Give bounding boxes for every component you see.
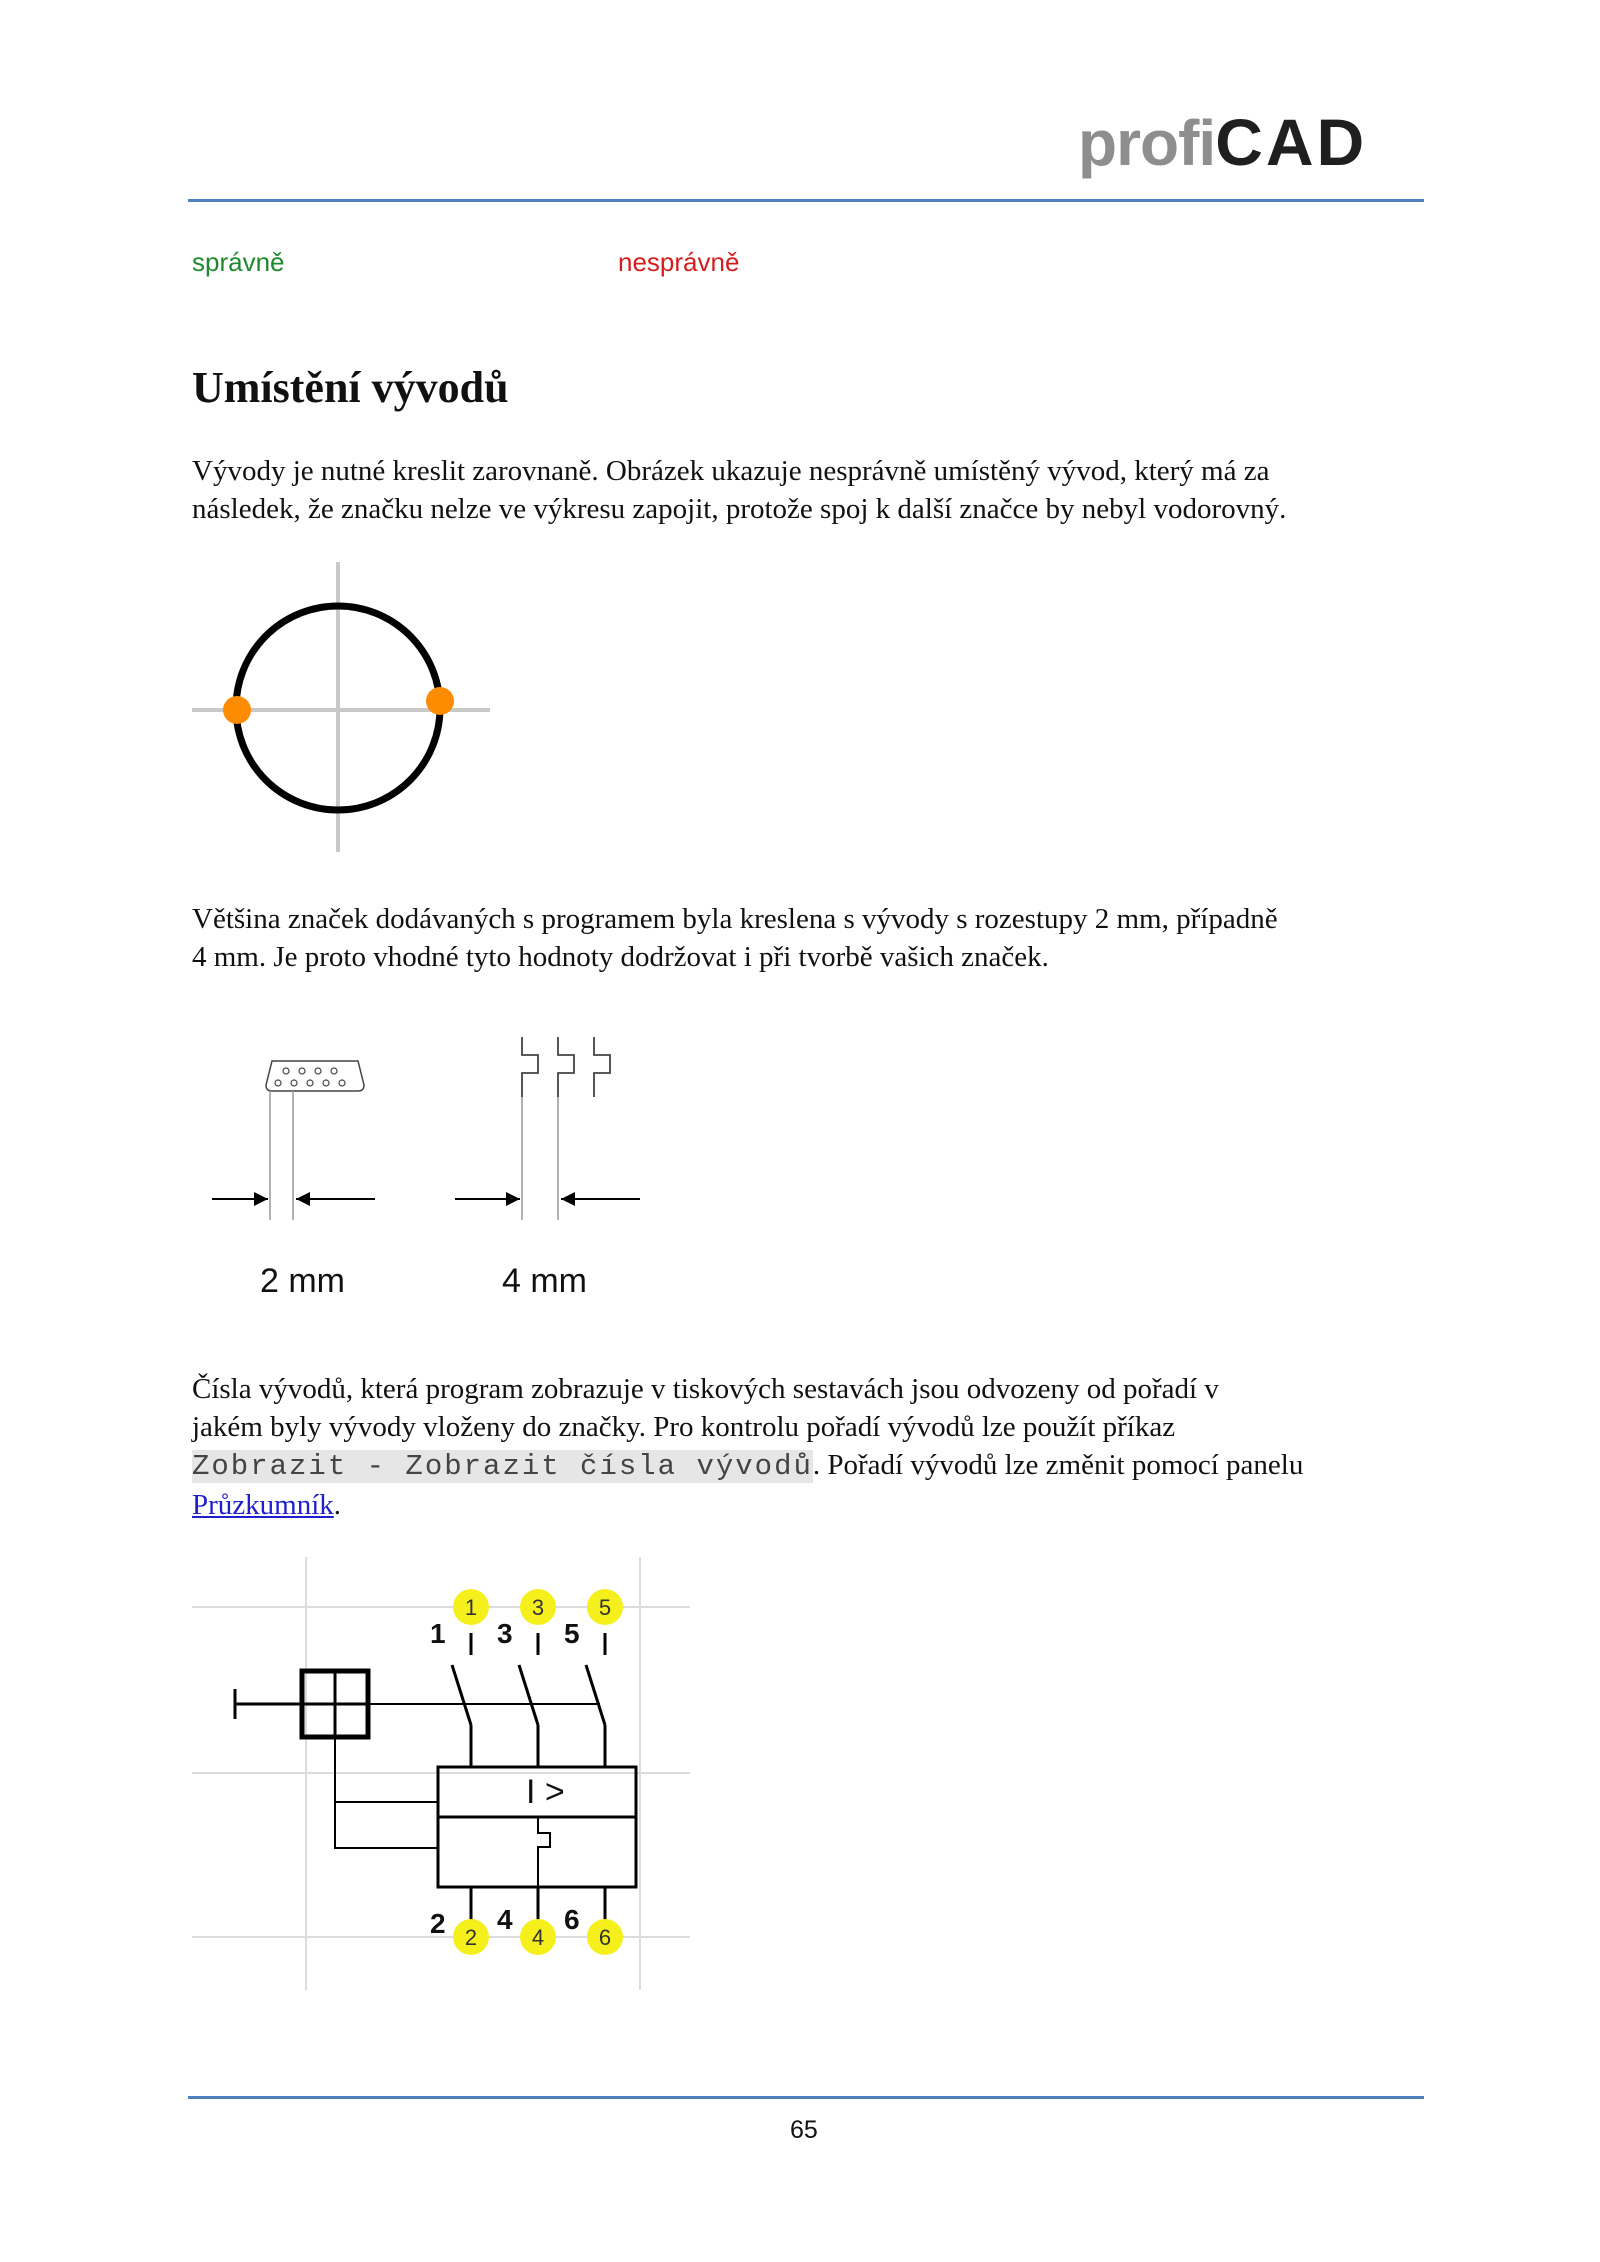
pin-spacing-figure xyxy=(200,1025,660,1305)
page-number: 65 xyxy=(790,2116,818,2144)
header-rule xyxy=(188,199,1424,202)
pin-order-number: 2 xyxy=(464,1925,478,1950)
menu-command: Zobrazit - Zobrazit čísla vývodů xyxy=(192,1450,813,1483)
main-contacts xyxy=(452,1633,605,1767)
paragraph-line: 4 mm. Je proto vhodné tyto hodnoty dodržovat i při tvorbě vašich značek. xyxy=(192,941,1049,973)
logo-main: CAD xyxy=(1215,105,1368,179)
pin-order-number: 5 xyxy=(598,1595,612,1620)
section-title: Umístění vývodů xyxy=(192,363,509,412)
proficad-logo xyxy=(1078,104,1367,180)
overcurrent-symbol: I > xyxy=(526,1773,565,1811)
switch-contacts-icon xyxy=(522,1037,610,1220)
pin-order-number: 6 xyxy=(598,1925,612,1950)
paragraph-line xyxy=(192,1446,1428,1486)
pin-label: 1 xyxy=(430,1618,446,1649)
paragraph-line: Většina značek dodávaných s programem byla kreslena s vývody s rozestupy 2 mm, případně xyxy=(192,903,1278,935)
dsub-connector-icon xyxy=(266,1061,364,1220)
correct-pin xyxy=(223,696,251,724)
release-link xyxy=(335,1737,438,1848)
misaligned-pin-figure xyxy=(190,560,500,860)
footer-rule xyxy=(188,2096,1424,2099)
pin-label: 5 xyxy=(564,1618,580,1649)
paragraph-line: Vývody je nutné kreslit zarovnaně. Obrázek ukazuje nesprávně umístěný vývod, který má za xyxy=(192,455,1270,487)
misaligned-pin xyxy=(426,687,454,715)
pin-label: 2 xyxy=(430,1908,446,1939)
pin-label: 6 xyxy=(564,1904,580,1935)
paragraph-line: následek, že značku nelze ve výkresu zapojit, protože spoj k další značce by nebyl vodorovný. xyxy=(192,493,1287,525)
paragraph-line xyxy=(192,1486,1428,1524)
release-latch xyxy=(538,1817,550,1887)
paragraph-text: . Pořadí vývodů lze změnit pomocí panelu xyxy=(812,1449,1304,1481)
paragraph-spacing xyxy=(192,900,1428,976)
logo-prefix: profi xyxy=(1078,107,1216,179)
paragraph-text: . xyxy=(333,1489,342,1521)
pin-order-number: 1 xyxy=(464,1595,478,1620)
paragraph-alignment xyxy=(192,452,1428,528)
paragraph-pin-numbers xyxy=(192,1370,1428,1524)
pin-label: 4 xyxy=(497,1904,513,1935)
paragraph-line: Čísla vývodů, která program zobrazuje v tiskových sestavách jsou odvozeny od pořadí v xyxy=(192,1373,1219,1405)
pin-label: 3 xyxy=(497,1618,513,1649)
circuit-breaker-figure xyxy=(190,1555,700,1995)
pin-order-number: 4 xyxy=(531,1925,545,1950)
label-incorrect: nesprávně xyxy=(618,247,740,277)
label-correct: správně xyxy=(192,247,285,277)
explorer-panel-link[interactable]: Průzkumník xyxy=(192,1489,334,1521)
label-2mm: 2 mm xyxy=(260,1262,345,1300)
pin-order-number: 3 xyxy=(531,1595,545,1620)
paragraph-line: jakém byly vývody vloženy do značky. Pro kontrolu pořadí vývodů lze použít příkaz xyxy=(192,1411,1176,1443)
label-4mm: 4 mm xyxy=(502,1262,587,1300)
